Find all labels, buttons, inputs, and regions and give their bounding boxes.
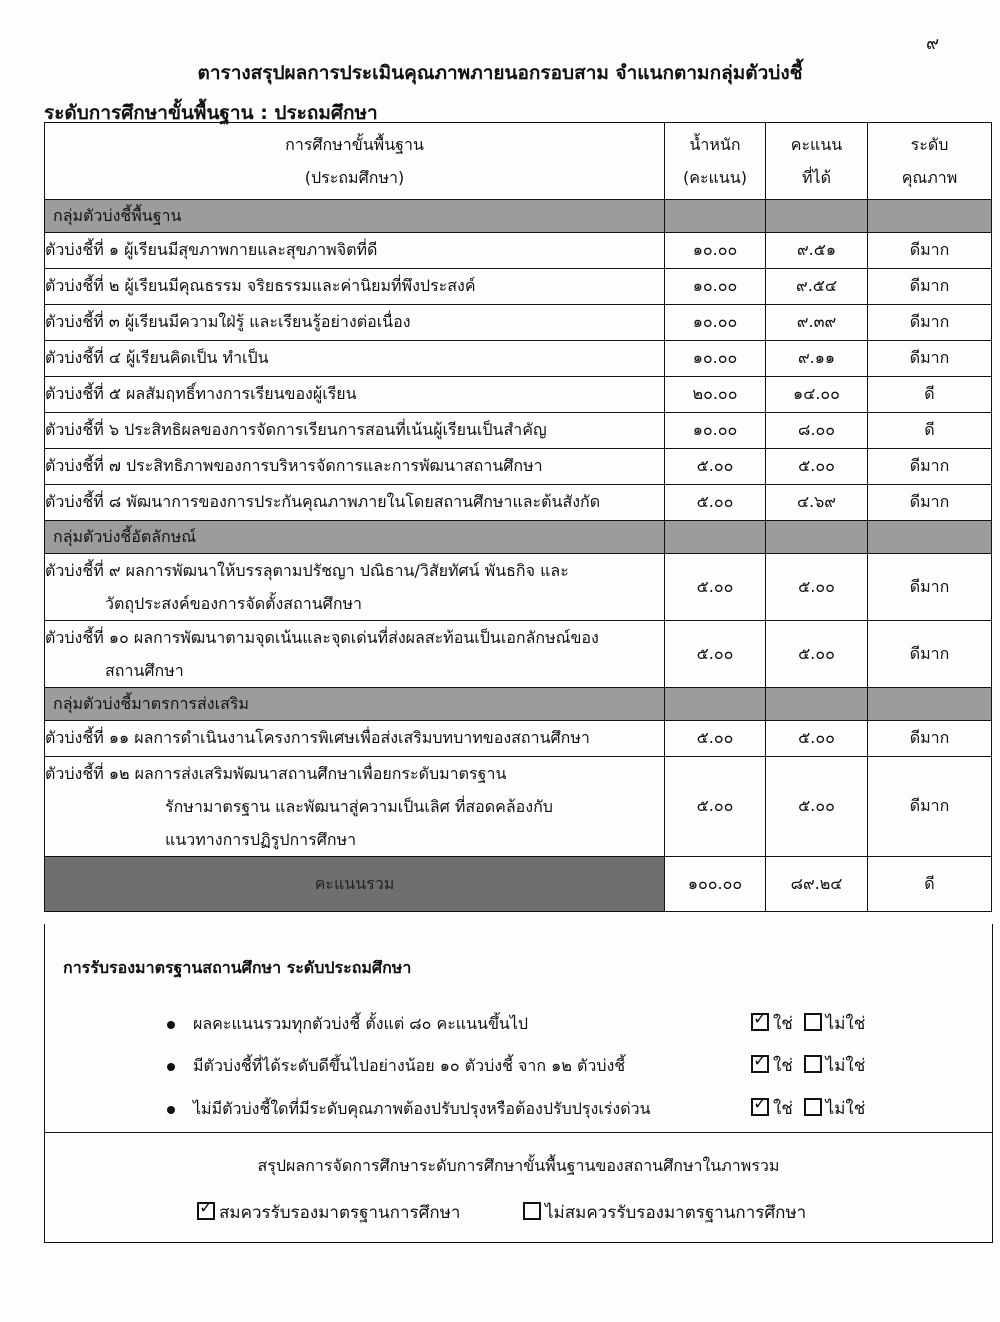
level-cell: ดีมาก xyxy=(868,233,992,269)
level-cell: ดีมาก xyxy=(868,621,992,688)
total-score: ๘๙.๒๔ xyxy=(766,857,868,912)
indicator-text: ตัวบ่งชี้ที่ ๑๑ ผลการดำเนินงานโครงการพิเศษเพื่อส่งเสริมบทบาทของสถานศึกษา xyxy=(45,721,665,757)
indicator-text: ตัวบ่งชี้ที่ ๓ ผู้เรียนมีความใฝ่รู้ และเรียนรู้อย่างต่อเนื่อง xyxy=(45,305,665,341)
bullet-icon xyxy=(167,1106,175,1114)
checkbox-empty-icon[interactable] xyxy=(804,1055,822,1073)
header-level: ระดับ คุณภาพ xyxy=(868,123,992,200)
score-cell: ๕.๐๐ xyxy=(766,554,868,621)
score-cell: ๑๔.๐๐ xyxy=(766,377,868,413)
score-cell: ๘.๐๐ xyxy=(766,413,868,449)
header-row xyxy=(45,123,992,200)
total-level: ดี xyxy=(868,857,992,912)
bullet-icon xyxy=(167,1063,175,1071)
score-cell: ๙.๑๑ xyxy=(766,341,868,377)
weight-cell: ๑๐.๐๐ xyxy=(665,269,766,305)
score-cell: ๕.๐๐ xyxy=(766,721,868,757)
level-cell: ดีมาก xyxy=(868,554,992,621)
criterion-answer: ✓ ใช่ ไม่ใช่ xyxy=(751,1095,865,1122)
indicator-text: ตัวบ่งชี้ที่ ๘ พัฒนาการของการประกันคุณภาพภายในโดยสถานศึกษาและต้นสังกัด xyxy=(45,485,665,521)
criterion-answer: ✓ ใช่ ไม่ใช่ xyxy=(751,1052,865,1079)
indicator-text: ตัวบ่งชี้ที่ ๕ ผลสัมฤทธิ์ทางการเรียนของผู้เรียน xyxy=(45,377,665,413)
level-cell: ดี xyxy=(868,377,992,413)
group-label: กลุ่มตัวบ่งชี้มาตรการส่งเสริม xyxy=(45,688,665,721)
page-subtitle: ระดับการศึกษาขั้นพื้นฐาน : ประถมศึกษา xyxy=(44,102,378,124)
not-certify-option[interactable]: ไม่สมควรรับรองมาตรฐานการศึกษา xyxy=(523,1199,806,1226)
weight-cell: ๕.๐๐ xyxy=(665,721,766,757)
score-cell: ๙.๕๑ xyxy=(766,233,868,269)
criterion-item: มีตัวบ่งชี้ที่ได้ระดับดีขึ้นไปอย่างน้อย ๑๐ ตัวบ่งชี้ จาก ๑๒ ตัวบ่งชี้ xyxy=(167,1054,625,1079)
group-row xyxy=(45,521,992,554)
weight-cell: ๑๐.๐๐ xyxy=(665,341,766,377)
level-cell: ดีมาก xyxy=(868,485,992,521)
header-weight: น้ำหนัก (คะแนน) xyxy=(665,123,766,200)
certify-option[interactable]: ✓สมควรรับรองมาตรฐานการศึกษา xyxy=(197,1199,460,1226)
group-label: กลุ่มตัวบ่งชี้พื้นฐาน xyxy=(45,200,665,233)
table-row xyxy=(45,554,992,621)
table-row xyxy=(45,757,992,857)
level-cell: ดีมาก xyxy=(868,341,992,377)
weight-cell: ๑๐.๐๐ xyxy=(665,305,766,341)
indicator-text: ตัวบ่งชี้ที่ ๑๐ ผลการพัฒนาตามจุดเน้นและจุดเด่นที่ส่งผลสะท้อนเป็นเอกลักษณ์ของ สถานศึกษา xyxy=(45,621,665,688)
table-row xyxy=(45,377,992,413)
score-cell: ๕.๐๐ xyxy=(766,757,868,857)
table-row xyxy=(45,413,992,449)
indicator-text: ตัวบ่งชี้ที่ ๖ ประสิทธิผลของการจัดการเรียนการสอนที่เน้นผู้เรียนเป็นสำคัญ xyxy=(45,413,665,449)
checkbox-empty-icon[interactable] xyxy=(804,1013,822,1031)
certification-title: การรับรองมาตรฐานสถานศึกษา ระดับประถมศึกษา xyxy=(63,958,412,977)
criterion-item: ไม่มีตัวบ่งชี้ใดที่มีระดับคุณภาพต้องปรับปรุงหรือต้องปรับปรุงเร่งด่วน xyxy=(167,1097,651,1122)
checkbox-empty-icon[interactable] xyxy=(523,1202,541,1220)
checkbox-empty-icon[interactable] xyxy=(804,1098,822,1116)
certification-section xyxy=(44,924,993,1243)
table-row xyxy=(45,449,992,485)
table-row xyxy=(45,721,992,757)
weight-cell: ๕.๐๐ xyxy=(665,621,766,688)
weight-cell: ๒๐.๐๐ xyxy=(665,377,766,413)
group-row xyxy=(45,688,992,721)
indicator-text: ตัวบ่งชี้ที่ ๑ ผู้เรียนมีสุขภาพกายและสุขภาพจิตที่ดี xyxy=(45,233,665,269)
level-cell: ดีมาก xyxy=(868,305,992,341)
table-row xyxy=(45,305,992,341)
score-cell: ๔.๖๙ xyxy=(766,485,868,521)
indicator-text: ตัวบ่งชี้ที่ ๙ ผลการพัฒนาให้บรรลุตามปรัชญา ปณิธาน/วิสัยทัศน์ พันธกิจ และ วัตถุประสงค์ของการจัดตั้งสถานศึกษา xyxy=(45,554,665,621)
weight-cell: ๕.๐๐ xyxy=(665,449,766,485)
score-cell: ๙.๓๙ xyxy=(766,305,868,341)
criterion-item: ผลคะแนนรวมทุกตัวบ่งชี้ ตั้งแต่ ๘๐ คะแนนขึ้นไป xyxy=(167,1012,528,1037)
total-weight: ๑๐๐.๐๐ xyxy=(665,857,766,912)
level-cell: ดีมาก xyxy=(868,757,992,857)
weight-cell: ๑๐.๐๐ xyxy=(665,233,766,269)
level-cell: ดีมาก xyxy=(868,721,992,757)
level-cell: ดี xyxy=(868,413,992,449)
score-cell: ๕.๐๐ xyxy=(766,449,868,485)
total-label: คะแนนรวม xyxy=(45,857,665,912)
summary-title: สรุปผลการจัดการศึกษาระดับการศึกษาขั้นพื้นฐานของสถานศึกษาในภาพรวม xyxy=(257,1156,780,1175)
results-table xyxy=(44,122,992,912)
group-label: กลุ่มตัวบ่งชี้อัตลักษณ์ xyxy=(45,521,665,554)
weight-cell: ๕.๐๐ xyxy=(665,554,766,621)
indicator-text: ตัวบ่งชี้ที่ ๔ ผู้เรียนคิดเป็น ทำเป็น xyxy=(45,341,665,377)
weight-cell: ๕.๐๐ xyxy=(665,757,766,857)
total-row xyxy=(45,857,992,912)
header-score: คะแนน ที่ได้ xyxy=(766,123,868,200)
indicator-text: ตัวบ่งชี้ที่ ๑๒ ผลการส่งเสริมพัฒนาสถานศึกษาเพื่อยกระดับมาตรฐาน รักษามาตรฐาน และพัฒนาสู่ความเป็นเลิศ ที่สอดคล้องกับ แนวทางการปฏิรูปการศึกษา xyxy=(45,757,665,857)
checkbox-checked-icon[interactable] xyxy=(751,1013,769,1031)
level-cell: ดีมาก xyxy=(868,449,992,485)
checkbox-checked-icon[interactable] xyxy=(751,1055,769,1073)
table-row xyxy=(45,233,992,269)
table-row xyxy=(45,269,992,305)
indicator-text: ตัวบ่งชี้ที่ ๒ ผู้เรียนมีคุณธรรม จริยธรรมและค่านิยมที่พึงประสงค์ xyxy=(45,269,665,305)
header-indicator: การศึกษาขั้นพื้นฐาน (ประถมศึกษา) xyxy=(45,123,665,200)
criterion-answer: ✓ ใช่ ไม่ใช่ xyxy=(751,1010,865,1037)
checkbox-checked-icon[interactable] xyxy=(197,1202,215,1220)
score-cell: ๕.๐๐ xyxy=(766,621,868,688)
indicator-text: ตัวบ่งชี้ที่ ๗ ประสิทธิภาพของการบริหารจัดการและการพัฒนาสถานศึกษา xyxy=(45,449,665,485)
page-title: ตารางสรุปผลการประเมินคุณภาพภายนอกรอบสาม จำแนกตามกลุ่มตัวบ่งชี้ xyxy=(197,62,803,84)
table-row xyxy=(45,341,992,377)
table-row xyxy=(45,621,992,688)
checkbox-checked-icon[interactable] xyxy=(751,1098,769,1116)
level-cell: ดีมาก xyxy=(868,269,992,305)
divider xyxy=(45,1132,992,1133)
bullet-icon xyxy=(167,1021,175,1029)
weight-cell: ๑๐.๐๐ xyxy=(665,413,766,449)
weight-cell: ๕.๐๐ xyxy=(665,485,766,521)
group-row xyxy=(45,200,992,233)
page-number: ๙ xyxy=(926,33,940,54)
table-row xyxy=(45,485,992,521)
score-cell: ๙.๕๔ xyxy=(766,269,868,305)
